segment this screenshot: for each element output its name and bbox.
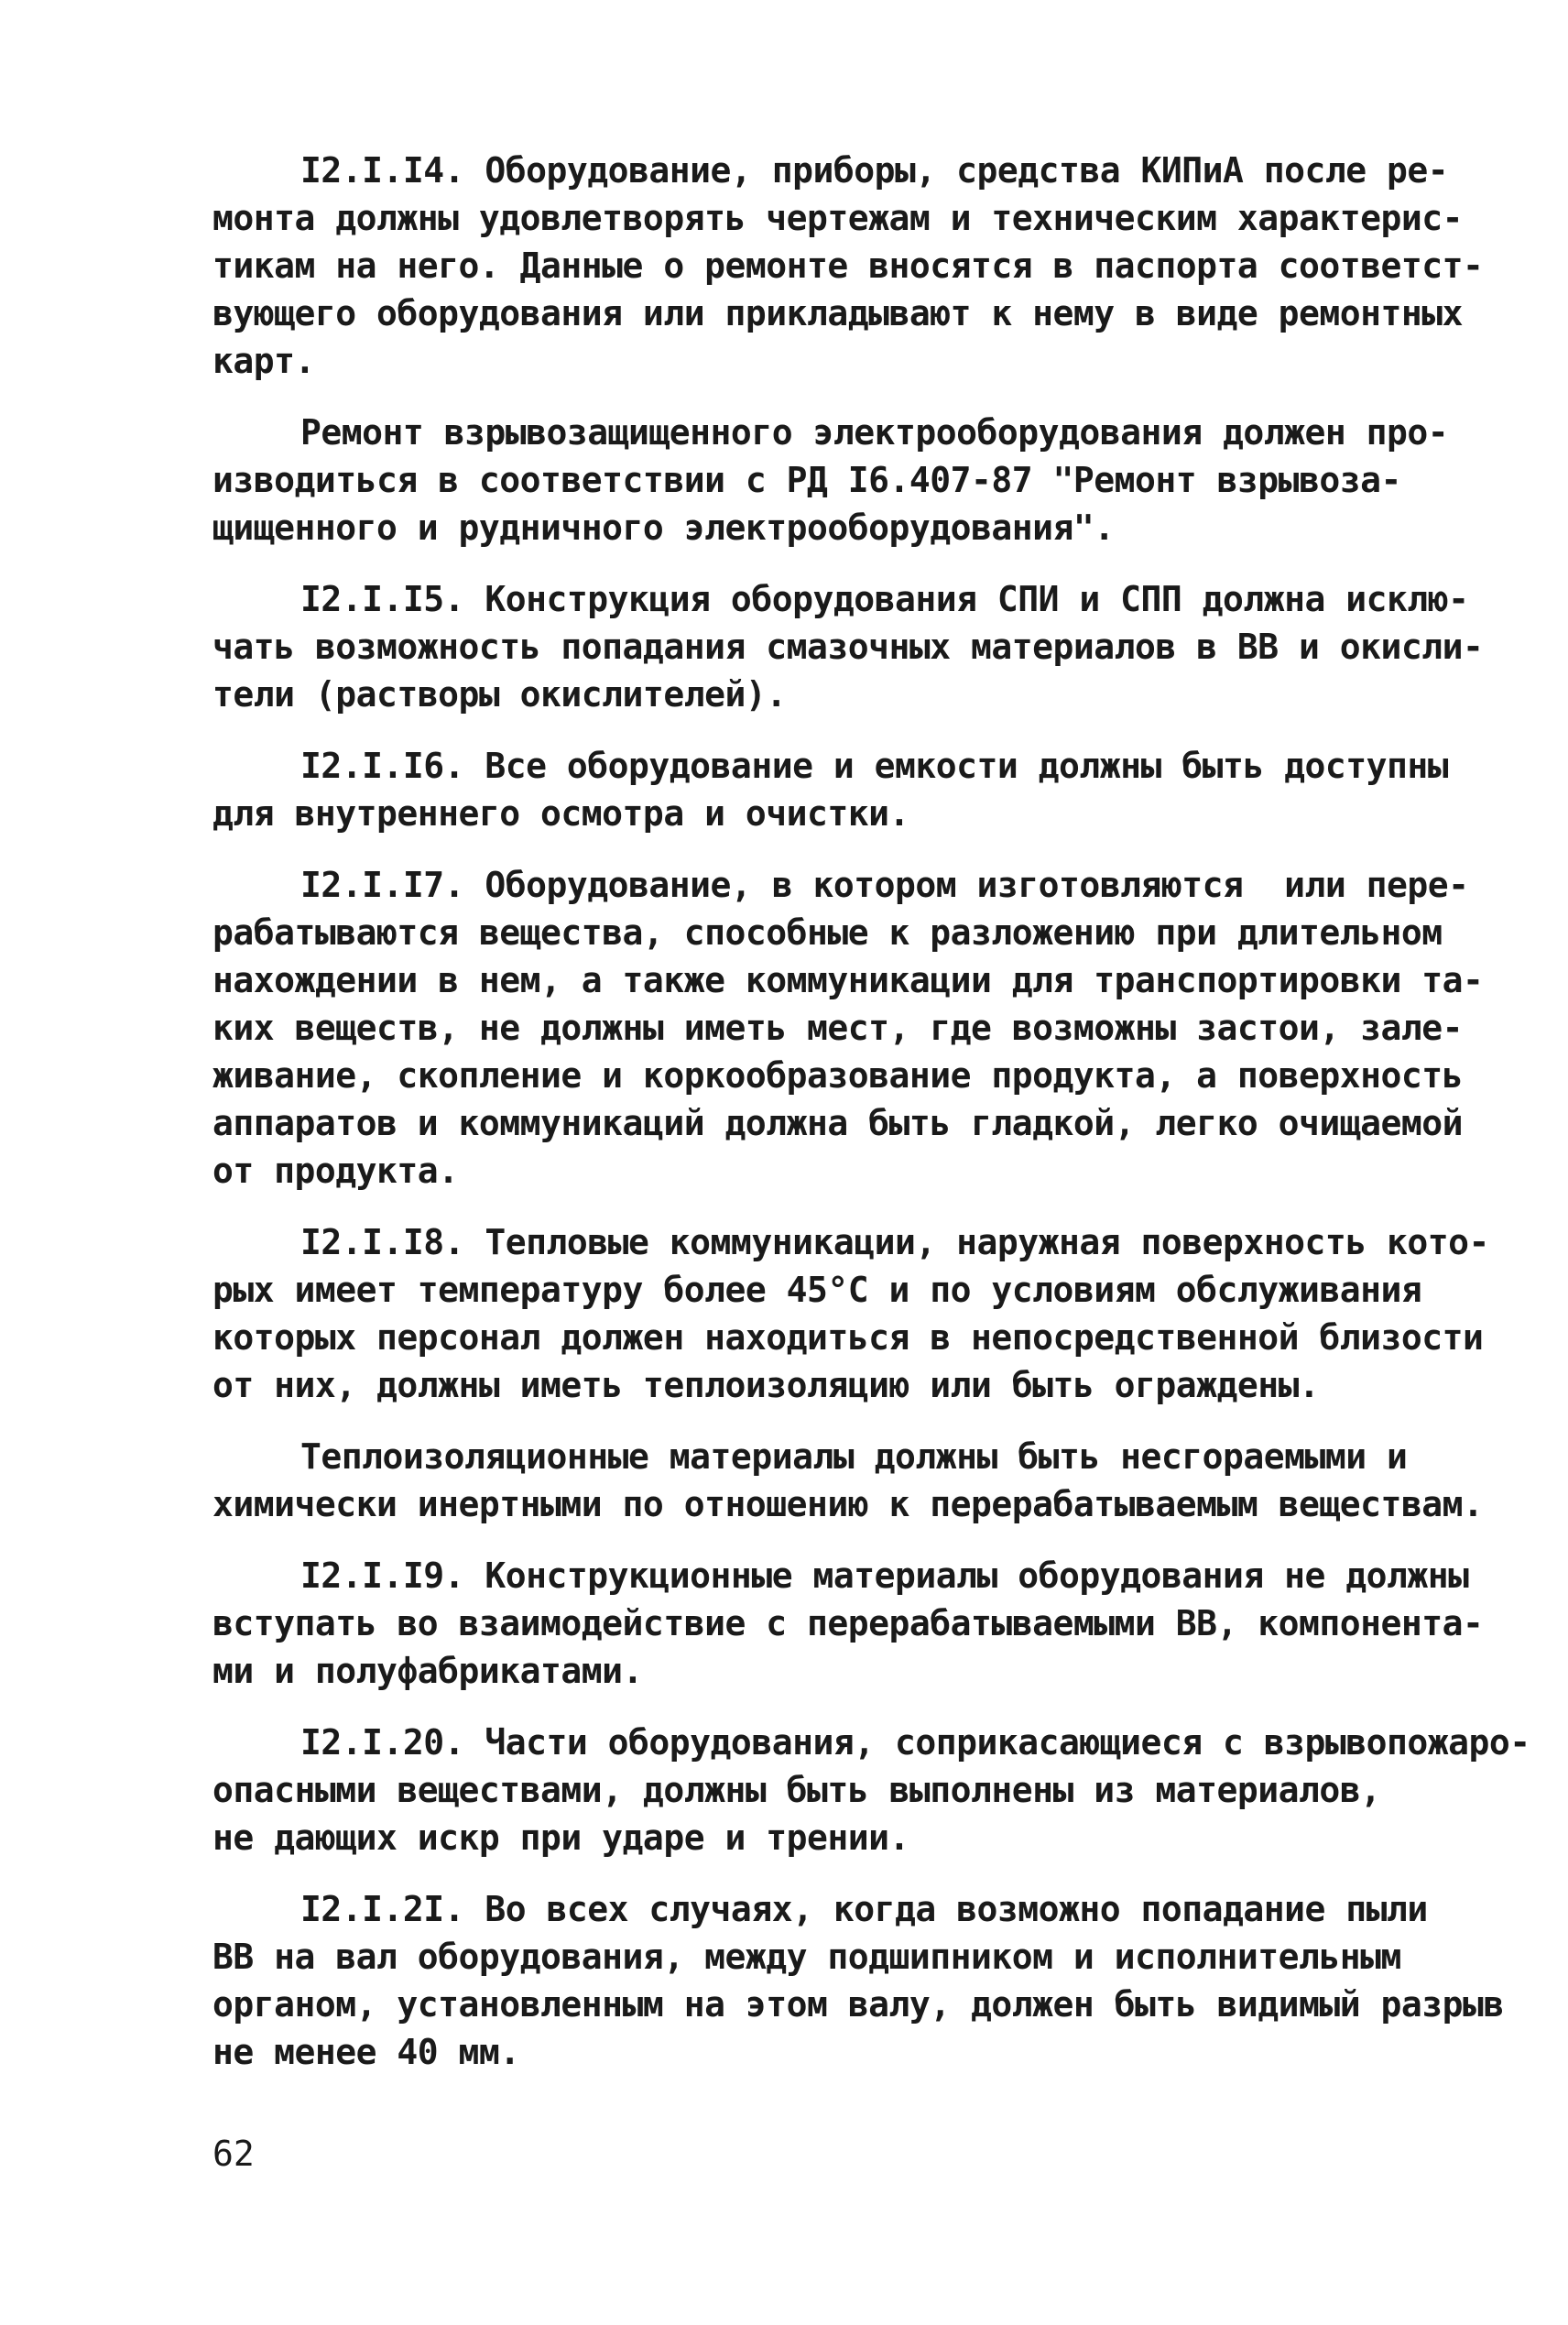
text-line: аппаратов и коммуникаций должна быть гладкой, легко очищаемой xyxy=(212,1103,1464,1143)
text-line: I2.I.I7. Оборудование, в котором изготовляются или пере- xyxy=(300,865,1469,905)
text-line: химически инертными по отношению к перерабатываемым веществам. xyxy=(212,1484,1484,1524)
text-line: I2.I.I5. Конструкция оборудования СПИ и СПП должна исклю- xyxy=(300,579,1469,619)
text-line: от них, должны иметь теплоизоляцию или быть ограждены. xyxy=(212,1365,1320,1405)
text-line: монта должны удовлетворять чертежам и техническим характерис- xyxy=(212,198,1464,238)
paragraph-12-1-21 xyxy=(212,1885,1504,2076)
text-line: ких веществ, не должны иметь мест, где возможны застои, зале- xyxy=(212,1008,1464,1048)
paragraph-12-1-14 xyxy=(212,147,1484,385)
text-line: ми и полуфабрикатами. xyxy=(212,1651,643,1691)
paragraph-12-1-16 xyxy=(212,742,1449,837)
text-line: рабатываются вещества, способные к разложению при длительном xyxy=(212,912,1443,953)
text-line: для внутреннего осмотра и очистки. xyxy=(212,793,909,834)
paragraph-12-1-17 xyxy=(212,861,1484,1195)
paragraph-12-1-15 xyxy=(212,575,1484,718)
text-line: I2.I.20. Части оборудования, соприкасающиеся с взрывопожаро- xyxy=(300,1722,1530,1763)
document-page xyxy=(212,147,1530,2100)
text-line: не дающих искр при ударе и трении. xyxy=(212,1817,909,1858)
text-line: карт. xyxy=(212,341,315,381)
text-line: нахождении в нем, а также коммуникации для транспортировки та- xyxy=(212,960,1484,1000)
page-number: 62 xyxy=(212,2134,255,2174)
text-line: вступать во взаимодействие с перерабатываемыми ВВ, компонента- xyxy=(212,1603,1484,1643)
text-line: от продукта. xyxy=(212,1151,459,1191)
text-line: органом, установленным на этом валу, должен быть видимый разрыв xyxy=(212,1984,1504,2025)
text-line: вующего оборудования или прикладывают к нему в виде ремонтных xyxy=(212,293,1464,333)
paragraph-insulation xyxy=(212,1433,1484,1528)
text-line: ВВ на вал оборудования, между подшипником и исполнительным xyxy=(212,1937,1401,1977)
text-line: I2.I.I8. Тепловые коммуникации, наружная поверхность кото- xyxy=(300,1222,1489,1262)
paragraph-12-1-20 xyxy=(212,1719,1530,1861)
paragraph-12-1-19 xyxy=(212,1552,1484,1695)
text-line: не менее 40 мм. xyxy=(212,2032,520,2072)
text-line: тели (растворы окислителей). xyxy=(212,674,787,715)
text-line: I2.I.I4. Оборудование, приборы, средства КИПиА после ре- xyxy=(300,150,1449,191)
text-line: Ремонт взрывозащищенного электрооборудования должен про- xyxy=(300,412,1449,453)
text-line: чать возможность попадания смазочных материалов в ВВ и окисли- xyxy=(212,627,1484,667)
text-line: изводиться в соответствии с РД I6.407-87 "Ремонт взрывоза- xyxy=(212,460,1401,500)
text-line: опасными веществами, должны быть выполнены из материалов, xyxy=(212,1770,1381,1810)
text-line: рых имеет температуру более 45°С и по условиям обслуживания xyxy=(212,1270,1422,1310)
paragraph-12-1-18 xyxy=(212,1218,1489,1409)
text-line: Теплоизоляционные материалы должны быть несгораемыми и xyxy=(300,1436,1408,1477)
text-line: тикам на него. Данные о ремонте вносятся в паспорта соответст- xyxy=(212,246,1484,286)
text-line: I2.I.2I. Во всех случаях, когда возможно попадание пыли xyxy=(300,1889,1428,1929)
text-line: I2.I.I6. Все оборудование и емкости должны быть доступны xyxy=(300,746,1449,786)
text-line: щищенного и рудничного электрооборудования". xyxy=(212,508,1115,548)
text-line: которых персонал должен находиться в непосредственной близости xyxy=(212,1317,1484,1358)
text-line: I2.I.I9. Конструкционные материалы оборудования не должны xyxy=(300,1555,1469,1596)
paragraph-repair xyxy=(212,409,1449,551)
text-line: живание, скопление и коркообразование продукта, а поверхность xyxy=(212,1055,1464,1096)
